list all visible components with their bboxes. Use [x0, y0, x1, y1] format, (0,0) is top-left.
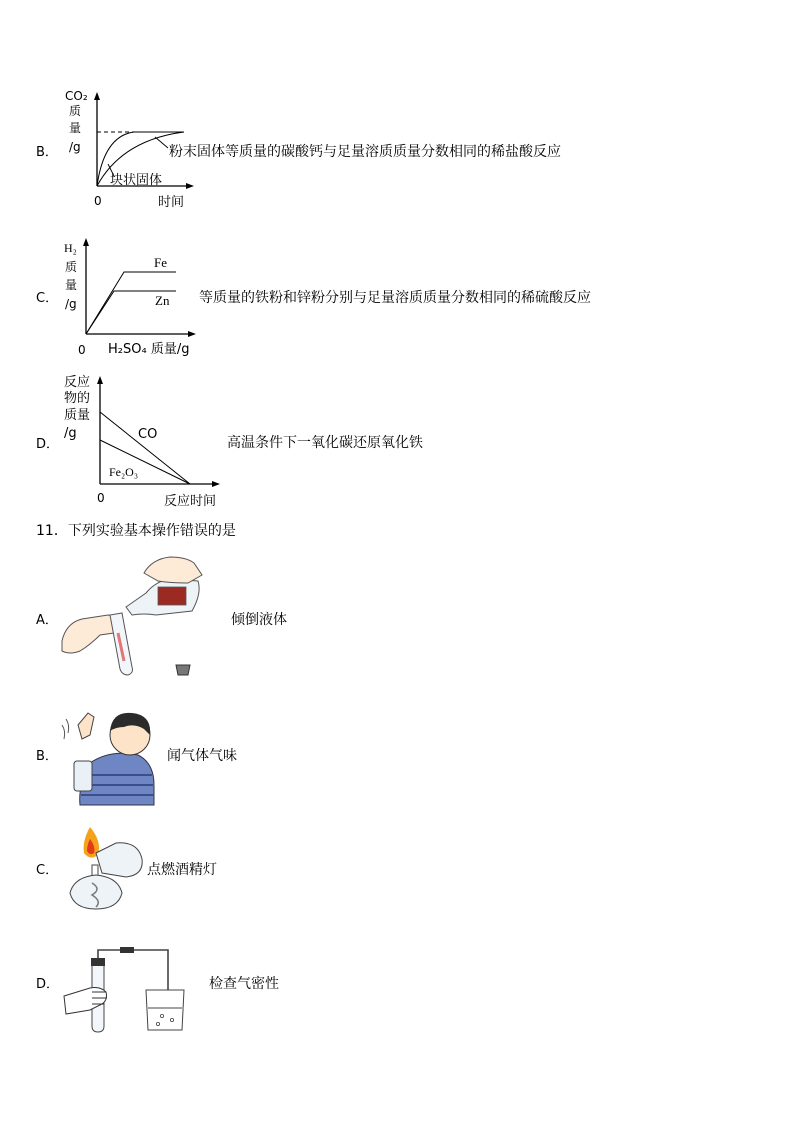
graph-b-y-label-line2: 质 — [69, 104, 82, 118]
graph-c-x-label: H₂SO₄ 质量/g — [108, 342, 190, 357]
graph-c-y-arrow — [83, 238, 89, 246]
q11-option-a-letter: A． — [36, 613, 58, 628]
stopper-shape — [176, 665, 190, 675]
tube-connector-shape — [120, 947, 134, 953]
graph-b-origin: 0 — [94, 194, 102, 208]
graph-b-y-arrow — [94, 92, 100, 100]
graph-b-pointer-powder — [155, 137, 168, 148]
graph-c-y-label-line2: 质 — [65, 260, 78, 274]
graph-d-label-fe2o3: Fe₂O₃ — [109, 465, 139, 479]
q11-option-c-letter: C． — [36, 863, 59, 878]
graph-b-description-text: 等质量的碳酸钙与足量溶质质量分数相同的稀盐酸反应 — [225, 144, 561, 160]
graph-c-y-label-line1: H₂ — [64, 241, 77, 255]
beaker-shape — [146, 990, 184, 1030]
stopper-shape — [91, 958, 105, 966]
q11-option-c-text: 点燃酒精灯 — [147, 862, 217, 878]
graph-b-label-powder: 粉末固体 — [169, 144, 225, 160]
q11-option-b-letter: B． — [36, 749, 58, 764]
q11-option-b-illustration — [60, 705, 160, 807]
graph-c-h2-mass-vs-h2so4 — [56, 234, 206, 360]
q11-option-c-illustration — [62, 823, 148, 915]
graph-d-y-label-line4: /g — [64, 426, 77, 441]
graph-c-y-label-line3: 量 — [65, 278, 78, 292]
q11-option-a-illustration — [60, 553, 205, 683]
q11-option-a-text: 倾倒液体 — [231, 612, 287, 628]
graph-d-y-arrow — [97, 376, 103, 384]
graph-d-reactant-mass-vs-time — [60, 370, 230, 512]
graph-d-y-label-line3: 质量 — [64, 408, 91, 423]
graph-d-x-arrow — [212, 481, 220, 487]
tipped-lamp-shape — [96, 843, 142, 877]
gas-bottle-shape — [74, 761, 92, 791]
q11-option-d-text: 检查气密性 — [209, 976, 279, 992]
lamp-wick-shape — [92, 865, 98, 875]
graph-c-x-arrow — [188, 331, 196, 337]
waving-hand-shape — [78, 713, 94, 739]
q11-option-b-text: 闻气体气味 — [167, 748, 237, 764]
graph-d-label-co: CO — [138, 427, 158, 442]
option-d-letter: D． — [36, 437, 60, 452]
graph-d-origin: 0 — [97, 491, 105, 505]
graph-b-y-label-line4: /g — [69, 140, 81, 154]
q11-option-d-illustration — [62, 940, 188, 1036]
q11-option-d-letter: D． — [36, 977, 60, 992]
graph-c-origin: 0 — [78, 343, 86, 357]
graph-b-y-label-line1: CO₂ — [65, 89, 88, 103]
gas-lines-shape — [62, 719, 69, 739]
graph-b-x-arrow — [186, 183, 194, 189]
graph-b-x-label: 时间 — [158, 195, 185, 210]
bottle-label-shape — [158, 587, 186, 605]
graph-c-description: 等质量的铁粉和锌粉分别与足量溶质质量分数相同的稀硫酸反应 — [199, 290, 591, 306]
option-c-letter: C． — [36, 291, 59, 306]
graph-d-x-label: 反应时间 — [164, 494, 217, 509]
graph-b-description — [169, 141, 561, 161]
graph-c-y-label-line4: /g — [65, 297, 77, 311]
graph-c-label-fe: Fe — [154, 255, 167, 270]
graph-b-y-label-line3: 量 — [69, 121, 82, 135]
option-b-letter: B． — [36, 145, 58, 160]
graph-d-description: 高温条件下一氧化碳还原氧化铁 — [227, 435, 423, 451]
graph-b-label-lump: 块状固体 — [110, 173, 163, 188]
question-11-stem: 11．下列实验基本操作错误的是 — [36, 523, 236, 539]
graph-d-y-label-line1: 反应 — [64, 375, 91, 390]
graph-c-label-zn: Zn — [155, 293, 170, 308]
right-hand-shape — [144, 557, 202, 583]
graph-d-y-label-line2: 物的 — [64, 391, 91, 406]
